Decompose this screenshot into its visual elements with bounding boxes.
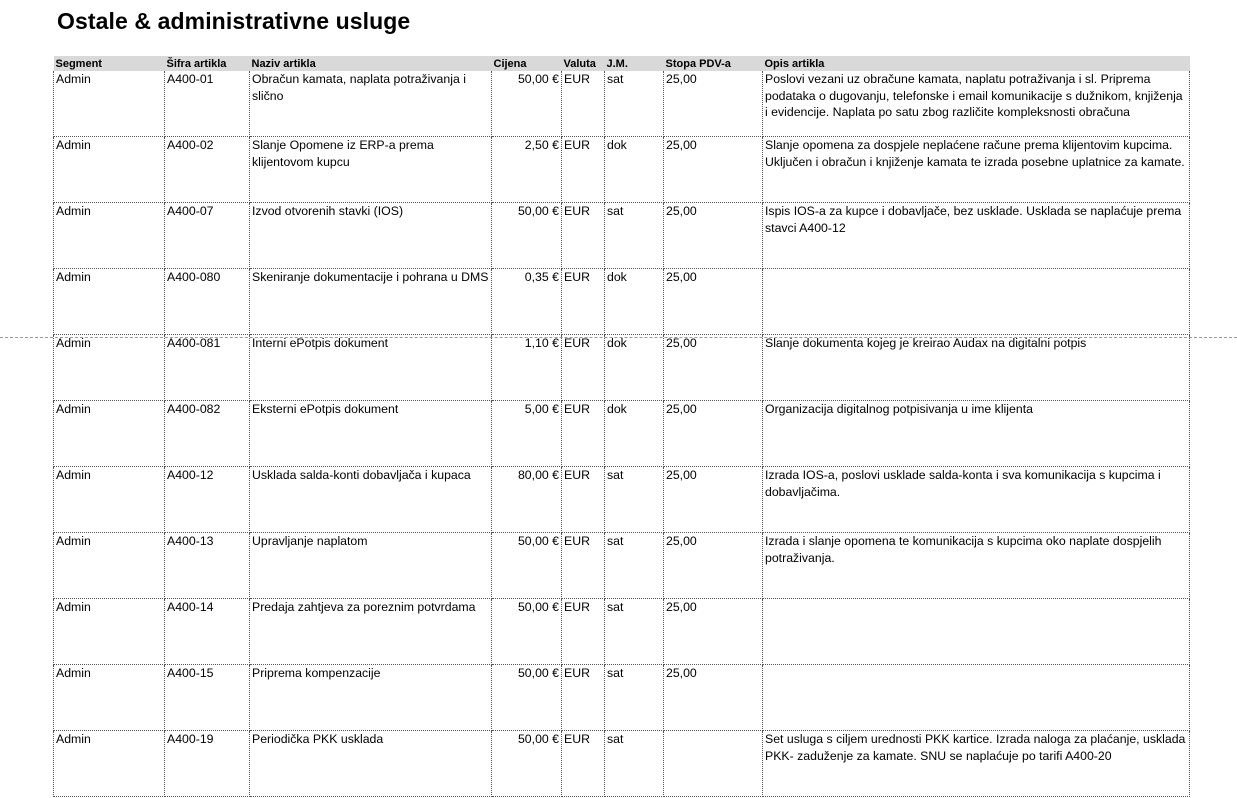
cell-vat-text: 25,00 <box>666 402 697 416</box>
cell-price-text: 50,00 € <box>517 72 559 86</box>
cell-vat-text: 25,00 <box>666 204 697 218</box>
cell-currency-text: EUR <box>564 204 590 218</box>
cell-price[interactable] <box>492 665 562 731</box>
table-row <box>54 335 1190 401</box>
cell-vat[interactable] <box>664 335 763 401</box>
cell-unit-text: sat <box>607 534 624 548</box>
cell-name[interactable] <box>250 335 492 401</box>
cell-currency[interactable] <box>562 203 605 269</box>
cell-vat-text: 25,00 <box>666 138 697 152</box>
cell-description[interactable] <box>763 467 1190 533</box>
cell-currency[interactable] <box>562 731 605 797</box>
cell-price[interactable] <box>492 401 562 467</box>
cell-currency-text: EUR <box>564 534 590 548</box>
cell-code-text: A400-15 <box>167 666 214 680</box>
page-break-line <box>0 337 1237 338</box>
cell-price[interactable] <box>492 137 562 203</box>
cell-code[interactable] <box>165 533 250 599</box>
column-header-description: Opis artikla <box>763 56 1190 71</box>
cell-vat[interactable] <box>664 71 763 137</box>
cell-description-text: Poslovi vezani uz obračune kamata, naplatu potraživanja i sl. Priprema podataka o dugovanju, telefonske i email komunikacije s dužnikom, knjiženja i evidencije. Naplata po satu zbog različite kompleksnosti obračuna <box>765 72 1183 119</box>
cell-currency[interactable] <box>562 599 605 665</box>
cell-name-text: Skeniranje dokumentacije i pohrana u DMS <box>252 270 489 284</box>
cell-currency[interactable] <box>562 137 605 203</box>
cell-vat-text: 25,00 <box>666 600 697 614</box>
cell-vat[interactable] <box>664 731 763 797</box>
cell-price-text: 50,00 € <box>517 534 559 548</box>
cell-unit-text: dok <box>607 402 627 416</box>
cell-price[interactable] <box>492 731 562 797</box>
column-header-segment: Segment <box>54 56 165 71</box>
cell-currency[interactable] <box>562 467 605 533</box>
cell-name[interactable] <box>250 71 492 137</box>
cell-vat[interactable] <box>664 137 763 203</box>
cell-unit-text: dok <box>607 138 627 152</box>
column-header-code: Šifra artikla <box>165 56 250 71</box>
cell-unit[interactable] <box>605 533 664 599</box>
cell-segment[interactable] <box>54 467 165 533</box>
cell-code-text: A400-081 <box>167 336 221 350</box>
cell-segment[interactable] <box>54 71 165 137</box>
cell-vat-text: 25,00 <box>666 336 697 350</box>
cell-segment[interactable] <box>54 401 165 467</box>
cell-price[interactable] <box>492 599 562 665</box>
cell-name[interactable] <box>250 203 492 269</box>
cell-description-text: Set usluga s ciljem urednosti PKK kartice. Izrada naloga za plaćanje, usklada PKK- zaduženje za kamate. SNU se naplaćuje po tarifi A400-20 <box>765 732 1186 763</box>
cell-unit[interactable] <box>605 401 664 467</box>
cell-name[interactable] <box>250 533 492 599</box>
cell-code-text: A400-02 <box>167 138 214 152</box>
cell-price-text: 50,00 € <box>517 204 559 218</box>
cell-price-text: 50,00 € <box>517 666 559 680</box>
cell-code-text: A400-12 <box>167 468 214 482</box>
cell-unit-text: sat <box>607 72 624 86</box>
cell-segment-text: Admin <box>56 204 91 218</box>
cell-description[interactable] <box>763 731 1190 797</box>
cell-code-text: A400-19 <box>167 732 214 746</box>
cell-vat[interactable] <box>664 599 763 665</box>
cell-currency-text: EUR <box>564 468 590 482</box>
cell-unit-text: sat <box>607 204 624 218</box>
cell-description-text: Slanje opomena za dospjele neplaćene račune prema klijentovim kupcima. Uključen i obračun i knjiženje kamata te izrada posebne uplatnice za kamate. <box>765 138 1185 169</box>
cell-currency-text: EUR <box>564 666 590 680</box>
cell-currency[interactable] <box>562 335 605 401</box>
cell-code[interactable] <box>165 137 250 203</box>
cell-segment[interactable] <box>54 599 165 665</box>
page-title: Ostale & administrativne usluge <box>57 8 411 34</box>
cell-segment[interactable] <box>54 203 165 269</box>
cell-code-text: A400-13 <box>167 534 214 548</box>
cell-currency-text: EUR <box>564 732 590 746</box>
cell-description[interactable] <box>763 269 1190 335</box>
column-header-price: Cijena <box>492 56 562 71</box>
table-row <box>54 731 1190 797</box>
cell-unit[interactable] <box>605 71 664 137</box>
cell-description[interactable] <box>763 665 1190 731</box>
cell-segment-text: Admin <box>56 270 91 284</box>
cell-name-text: Upravljanje naplatom <box>252 534 368 548</box>
cell-name-text: Usklada salda-konti dobavljača i kupaca <box>252 468 471 482</box>
cell-price[interactable] <box>492 467 562 533</box>
cell-vat[interactable] <box>664 203 763 269</box>
cell-unit[interactable] <box>605 269 664 335</box>
cell-price-text: 2,50 € <box>524 138 559 152</box>
cell-unit[interactable] <box>605 731 664 797</box>
table-row <box>54 269 1190 335</box>
cell-description[interactable] <box>763 533 1190 599</box>
cell-unit-text: sat <box>607 468 624 482</box>
cell-price[interactable] <box>492 203 562 269</box>
cell-code[interactable] <box>165 467 250 533</box>
cell-description[interactable] <box>763 137 1190 203</box>
cell-vat-text: 25,00 <box>666 468 697 482</box>
cell-segment-text: Admin <box>56 336 91 350</box>
cell-currency[interactable] <box>562 401 605 467</box>
cell-price-text: 5,00 € <box>524 402 559 416</box>
column-header-unit: J.M. <box>605 56 664 71</box>
cell-description-text: Izrada IOS-a, poslovi usklade salda-konta i sva komunikacija s kupcima i dobavljačima. <box>765 468 1161 499</box>
cell-segment[interactable] <box>54 665 165 731</box>
cell-segment[interactable] <box>54 137 165 203</box>
cell-name-text: Eksterni ePotpis dokument <box>252 402 399 416</box>
cell-price[interactable] <box>492 335 562 401</box>
table-row <box>54 533 1190 599</box>
cell-description[interactable] <box>763 401 1190 467</box>
cell-code-text: A400-14 <box>167 600 214 614</box>
cell-code[interactable] <box>165 401 250 467</box>
cell-name-text: Predaja zahtjeva za poreznim potvrdama <box>252 600 476 614</box>
cell-price-text: 0,35 € <box>524 270 559 284</box>
cell-segment-text: Admin <box>56 138 91 152</box>
cell-name-text: Izvod otvorenih stavki (IOS) <box>252 204 404 218</box>
cell-segment-text: Admin <box>56 72 91 86</box>
cell-code[interactable] <box>165 335 250 401</box>
cell-unit-text: sat <box>607 732 624 746</box>
cell-vat-text: 25,00 <box>666 270 697 284</box>
cell-code[interactable] <box>165 665 250 731</box>
cell-price[interactable] <box>492 533 562 599</box>
cell-price-text: 50,00 € <box>517 732 559 746</box>
cell-price-text: 80,00 € <box>517 468 559 482</box>
cell-name-text: Interni ePotpis dokument <box>252 336 389 350</box>
cell-segment-text: Admin <box>56 600 91 614</box>
cell-segment-text: Admin <box>56 666 91 680</box>
cell-code-text: A400-082 <box>167 402 221 416</box>
cell-unit-text: sat <box>607 600 624 614</box>
cell-unit-text: dok <box>607 336 627 350</box>
table-row <box>54 467 1190 533</box>
cell-description-text: Slanje dokumenta kojeg je kreirao Audax na digitalni potpis <box>765 336 1087 350</box>
cell-currency[interactable] <box>562 665 605 731</box>
cell-vat[interactable] <box>664 401 763 467</box>
cell-currency-text: EUR <box>564 336 590 350</box>
cell-segment[interactable] <box>54 269 165 335</box>
cell-name[interactable] <box>250 665 492 731</box>
cell-name[interactable] <box>250 137 492 203</box>
table-row <box>54 401 1190 467</box>
cell-unit[interactable] <box>605 203 664 269</box>
cell-code-text: A400-01 <box>167 72 214 86</box>
cell-vat-text: 25,00 <box>666 534 697 548</box>
cell-currency-text: EUR <box>564 402 590 416</box>
cell-vat[interactable] <box>664 269 763 335</box>
cell-description[interactable] <box>763 599 1190 665</box>
cell-unit-text: dok <box>607 270 627 284</box>
cell-name[interactable] <box>250 731 492 797</box>
cell-currency-text: EUR <box>564 138 590 152</box>
cell-name[interactable] <box>250 467 492 533</box>
cell-segment-text: Admin <box>56 468 91 482</box>
cell-currency[interactable] <box>562 533 605 599</box>
cell-vat-text: 25,00 <box>666 72 697 86</box>
cell-code[interactable] <box>165 599 250 665</box>
cell-name-text: Obračun kamata, naplata potraživanja i slično <box>252 72 466 103</box>
cell-code[interactable] <box>165 269 250 335</box>
cell-name-text: Periodička PKK usklada <box>252 732 384 746</box>
cell-price[interactable] <box>492 269 562 335</box>
cell-vat[interactable] <box>664 467 763 533</box>
cell-vat-text: 25,00 <box>666 666 697 680</box>
cell-price[interactable] <box>492 71 562 137</box>
cell-vat[interactable] <box>664 665 763 731</box>
cell-description-text: Izrada i slanje opomena te komunikacija s kupcima oko naplate dospjelih potraživanja. <box>765 534 1162 565</box>
cell-unit-text: sat <box>607 666 624 680</box>
cell-code[interactable] <box>165 731 250 797</box>
cell-name[interactable] <box>250 401 492 467</box>
cell-unit[interactable] <box>605 599 664 665</box>
cell-description[interactable] <box>763 71 1190 137</box>
price-list-table <box>53 56 1190 797</box>
cell-name-text: Slanje Opomene iz ERP-a prema klijentovom kupcu <box>252 138 434 169</box>
table-row <box>54 71 1190 137</box>
cell-segment[interactable] <box>54 533 165 599</box>
cell-price-text: 1,10 € <box>524 336 559 350</box>
table-row <box>54 599 1190 665</box>
cell-description[interactable] <box>763 335 1190 401</box>
cell-unit[interactable] <box>605 335 664 401</box>
cell-name[interactable] <box>250 599 492 665</box>
cell-segment-text: Admin <box>56 402 91 416</box>
table-row <box>54 203 1190 269</box>
cell-vat[interactable] <box>664 533 763 599</box>
cell-currency-text: EUR <box>564 600 590 614</box>
table-row <box>54 665 1190 731</box>
cell-description-text: Organizacija digitalnog potpisivanja u ime klijenta <box>765 402 1033 416</box>
column-header-currency: Valuta <box>562 56 605 71</box>
cell-code-text: A400-07 <box>167 204 214 218</box>
cell-segment[interactable] <box>54 335 165 401</box>
cell-price-text: 50,00 € <box>517 600 559 614</box>
cell-description-text: Ispis IOS-a za kupce i dobavljače, bez usklade. Usklada se naplaćuje prema stavci A400-12 <box>765 204 1182 235</box>
cell-code[interactable] <box>165 71 250 137</box>
cell-unit[interactable] <box>605 467 664 533</box>
cell-currency-text: EUR <box>564 270 590 284</box>
cell-description[interactable] <box>763 203 1190 269</box>
cell-name[interactable] <box>250 269 492 335</box>
table-row <box>54 137 1190 203</box>
cell-code-text: A400-080 <box>167 270 221 284</box>
cell-unit[interactable] <box>605 137 664 203</box>
cell-segment-text: Admin <box>56 732 91 746</box>
cell-segment-text: Admin <box>56 534 91 548</box>
table-header-row <box>54 56 1190 71</box>
cell-segment[interactable] <box>54 731 165 797</box>
cell-name-text: Priprema kompenzacije <box>252 666 381 680</box>
column-header-vat: Stopa PDV-a <box>664 56 763 71</box>
column-header-name: Naziv artikla <box>250 56 492 71</box>
cell-currency[interactable] <box>562 269 605 335</box>
cell-code[interactable] <box>165 203 250 269</box>
cell-unit[interactable] <box>605 665 664 731</box>
cell-currency[interactable] <box>562 71 605 137</box>
cell-currency-text: EUR <box>564 72 590 86</box>
